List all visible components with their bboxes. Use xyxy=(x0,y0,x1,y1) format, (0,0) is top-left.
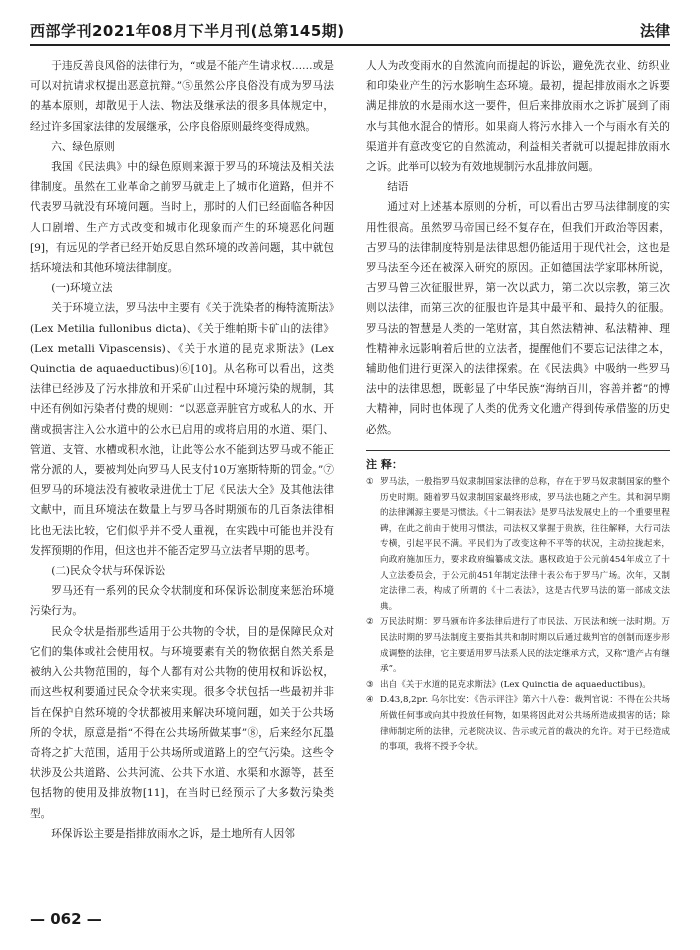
running-header xyxy=(30,18,670,42)
left-column xyxy=(30,56,334,844)
footnote-text: 出自《关于水道的昆克求斯法》(Lex Quinctia de aquaeductibus)。 xyxy=(380,679,651,690)
journal-title: 西部学刊2021年08月下半月刊(总第145期) xyxy=(30,22,345,40)
body-paragraph: 我国《民法典》中的绿色原则来源于罗马的环境法及相关法律制度。虽然在工业革命之前罗马就走上了城市化道路，但并不代表罗马就没有环境问题。当时上，那时的人们已经面临各种因人口剧增、生产方式改变和城市化现象而产生的环境恶化问题[9]，有远见的学者已经开始反思自然环境的改善问题，其中就包括环境法和其他环境法律制度。 xyxy=(30,161,334,275)
right-column-body xyxy=(366,56,670,440)
footnote-number: ③ xyxy=(366,679,374,690)
footnote xyxy=(366,615,670,677)
page-number: — 062 — xyxy=(30,910,102,928)
footnote xyxy=(366,475,670,615)
right-column xyxy=(366,56,670,756)
body-paragraph: 关于环境立法，罗马法中主要有《关于洗染者的梅特流斯法》(Lex Metilia fullonibus dicta)、《关于维帕斯卡矿山的法律》(Lex metalli Vipascensis)、《关于水道的昆克求斯法》(Lex Quinctia de aquaeductibus)⑥[10]。从名称可以看出，这类法律已经涉及了污水排放和开采矿山过程中环境污染的规制，其中还有例如污染者付费的规则：“以恶意弄脏官方或私人的水、开凿或损害注入公水道中的公水已启用的或将启用的水道、渠门、管道、支管、水槽或积水池，让此等公水不能到达罗马或不能正常分派的人，要被判处向罗马人民支付10万塞斯特斯的罚金。”⑦但罗马的环境法没有被收录进优士丁尼《民法大全》及其他法律文献中，而且环境法在数量上与罗马各时期颁布的几百条法律相比也无法比较，它们似乎并不受人重视，在实践中可能也并没有发挥预期的作用，但这也并不能否定罗马立法者早期的思考。 xyxy=(30,302,334,557)
section-heading: 六、绿色原则 xyxy=(51,140,115,153)
body-paragraph: 于违反善良风俗的法律行为，“或是不能产生请求权……或是可以对抗请求权提出恶意抗辩。”⑤虽然公序良俗没有成为罗马法的基本原则，却散见于人法、物法及继承法的很多具体规定中，经过许多国家法律的发展继承，公序良俗原则最终变得成熟。 xyxy=(30,60,334,133)
footnote-number: ② xyxy=(366,617,374,628)
section-heading: 结语 xyxy=(387,181,409,194)
body-paragraph: 民众令状是指那些适用于公共物的令状，目的是保障民众对它们的集体或社会使用权。与环境要素有关的物依据自然关系是被纳入公共物范围的，每个人都有对公共物的使用权和诉讼权，而这些权利要通过民众令状来实现。很多令状包括一些最初并非旨在保护自然环境的令状都被用来解决环境问题，如关于公共场所的令状，原意是指“不得在公共场所做某事”⑧，后来经尔瓦墨奇将之扩大范围，适用于公共场所或道路上的空气污染。这些令状涉及公共道路、公共河流、公共下水道、水渠和水源等，甚至包括物的使用及排放物[11]，在当时已经预示了大多数污染类型。 xyxy=(30,625,334,820)
section-heading: (一)环境立法 xyxy=(51,282,113,295)
body-paragraph: 通过对上述基本原则的分析，可以看出古罗马法律制度的实用性很高。虽然罗马帝国已经不复存在，但我们开政治等因素，古罗马的法律制度特别是法律思想仍能适用于现代社会，这也是罗马法至今还在被深入研究的原因。正如德国法学家耶林所说，古罗马曾三次征服世界，第一次以武力，第二次以宗教，第三次则以法律，而第三次的征服也许是其中最平和、最持久的征服。罗马法的智慧是人类的一笔财富，其自然法精神、私法精神、理性精神永远影响着后世的立法者，提醒他们不要忘记法律之本，辅助他们进行更深入的法律探索。在《民法典》中吸纳一些罗马法中的法律思想，既彰显了中华民族“海纳百川，容善并蓄”的博大精神，同时也体现了人类的优秀文化遗产得到传承借鉴的历史必然。 xyxy=(366,201,670,436)
footnote xyxy=(366,693,670,755)
body-paragraph: 环保诉讼主要是指排放雨水之诉，是土地所有人因邻 xyxy=(51,827,295,840)
footnote-text: 罗马法，一般指罗马奴隶制国家法律的总称，存在于罗马奴隶制国家的整个历史时期。随着罗马奴隶制国家最终形成，罗马法也随之产生。其和洞早期的法律渊源主要是习惯法。《十二铜表法》是罗马法发展史上的一个重要里程碑，在此之前由于使用习惯法，司法权又掌握于贵族，往往解释，大行司法专横，引起平民不满。平民们为了改变这种不平等的状况，主动拉拢起来，向政府施加压力，要求政府编纂成文法。惠权政迫于公元前454年成立了十人立法委员会，于公元前451年制定法律十表公布于罗马广场。次年，又制定法律二表，构成了所谓的《十二表法》，这是古代罗马法的第一部成文法典。 xyxy=(380,477,670,612)
section-heading: (二)民众令状与环保诉讼 xyxy=(51,565,166,578)
header-rule xyxy=(30,44,670,46)
footnote-text: 万民法时期：罗马颁布许多法律后进行了市民法、万民法和统一法时期。万民法时期的罗马法制度主要指其共和制时期以后通过裁判官的创制而逐步形成调整的法律，它主要适用罗马法系人民的法定继承方式，又称“遗产占有继承”。 xyxy=(380,617,670,675)
footnote xyxy=(366,678,670,694)
body-paragraph: 人人为改变雨水的自然流向而提起的诉讼，避免洗衣业、纺织业和印染业产生的污水影响生态环境。最初，提起排放雨水之诉要满足排放的水是雨水这一要件，但后来排放雨水之诉扩展到了雨水与其他水混合的情形。如果商人将污水排入一个与雨水有关的渠道并有意改变它的自然流动，利益相关者就可以提起排放雨水之诉。此举可以较为有效地规制污水乱排放问题。 xyxy=(366,60,670,174)
notes-title: 注 释： xyxy=(366,450,670,475)
footnote-number: ① xyxy=(366,477,374,488)
footnote-text: D.43,8,2pr. 乌尔比安：《告示评注》第六十八卷：裁判官说：不得在公共场所做任何事或向其中投放任何物，如果将因此对公共场所造成损害的话；除律师制定所的法律，元老院决议、告示或元首的裁决的允许。对于已经造成的事项，我将不授予令状。 xyxy=(380,695,670,753)
body-paragraph: 罗马还有一系列的民众令状制度和环保诉讼制度来惩治环境污染行为。 xyxy=(30,585,334,618)
notes-list xyxy=(366,475,670,756)
section-name: 法律 xyxy=(639,22,670,40)
footnote-number: ④ xyxy=(366,695,374,706)
